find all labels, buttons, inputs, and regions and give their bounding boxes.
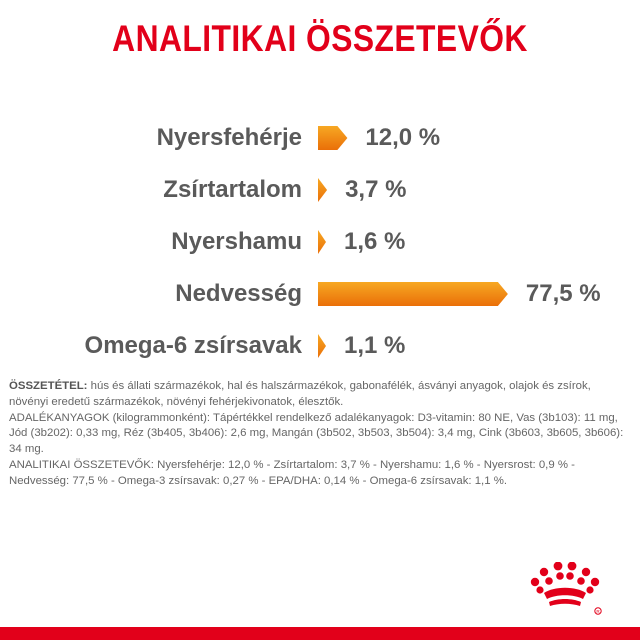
footer-bar: [0, 627, 640, 640]
category-label: Omega-6 zsírsavak: [84, 332, 302, 359]
bar-4: [318, 334, 326, 358]
additives-paragraph: ADALÉKANYAGOK (kilogrammonként): Tápértékkel rendelkező adalékanyagok: D3-vitamin: 80 NE, Vas (3b103): 11 mg, Jód (3b202): 0,33 mg, Réz (3b405, 3b406): 2,6 mg, Mangán (3b502, 3b503, 3b504): 3,4 mg, Cink (3b603, 3b605, 3b606): 34 mg.: [9, 411, 624, 456]
analytical-paragraph: ANALITIKAI ÖSSZETEVŐK: Nyersfehérje: 12,0 % - Zsírtartalom: 3,7 % - Nyershamu: 1,6 % - Nyersrost: 0,9 % - Nedvesség: 77,5 % - Omega-3 zsírsavak: 0,27 % - EPA/DHA: 0,14 % - Omega-6 zsírsavak: 1,1 %.: [9, 458, 575, 487]
value-label: 12,0 %: [365, 124, 441, 151]
value-label: 77,5 %: [525, 280, 601, 307]
svg-text:R: R: [596, 609, 600, 614]
composition-heading: ÖSSZETÉTEL:: [9, 380, 88, 392]
composition-body: hús és állati származékok, hal és halszármazékok, gabonafélék, ásványi anyagok, olajok és zsírok, növényi eredetű származékok, növényi fehérjekivonatok, élesztők.: [9, 380, 591, 408]
value-label: 1,1 %: [344, 332, 406, 359]
value-label: 1,6 %: [344, 228, 406, 255]
bar-0: [318, 126, 347, 150]
bar-1: [318, 178, 327, 202]
category-label: Zsírtartalom: [163, 176, 302, 203]
composition-text: [9, 379, 629, 490]
nutrient-bar-chart: [0, 110, 640, 360]
crown-icon: [530, 562, 608, 616]
composition-paragraph: [9, 379, 629, 411]
category-label: Nedvesség: [175, 280, 302, 307]
bar-3: [318, 282, 508, 306]
category-label: Nyersfehérje: [156, 124, 302, 151]
bar-2: [318, 230, 326, 254]
page-title: ANALITIKAI ÖSSZETEVŐK: [112, 18, 528, 59]
value-label: 3,7 %: [345, 176, 407, 203]
category-label: Nyershamu: [171, 228, 302, 255]
